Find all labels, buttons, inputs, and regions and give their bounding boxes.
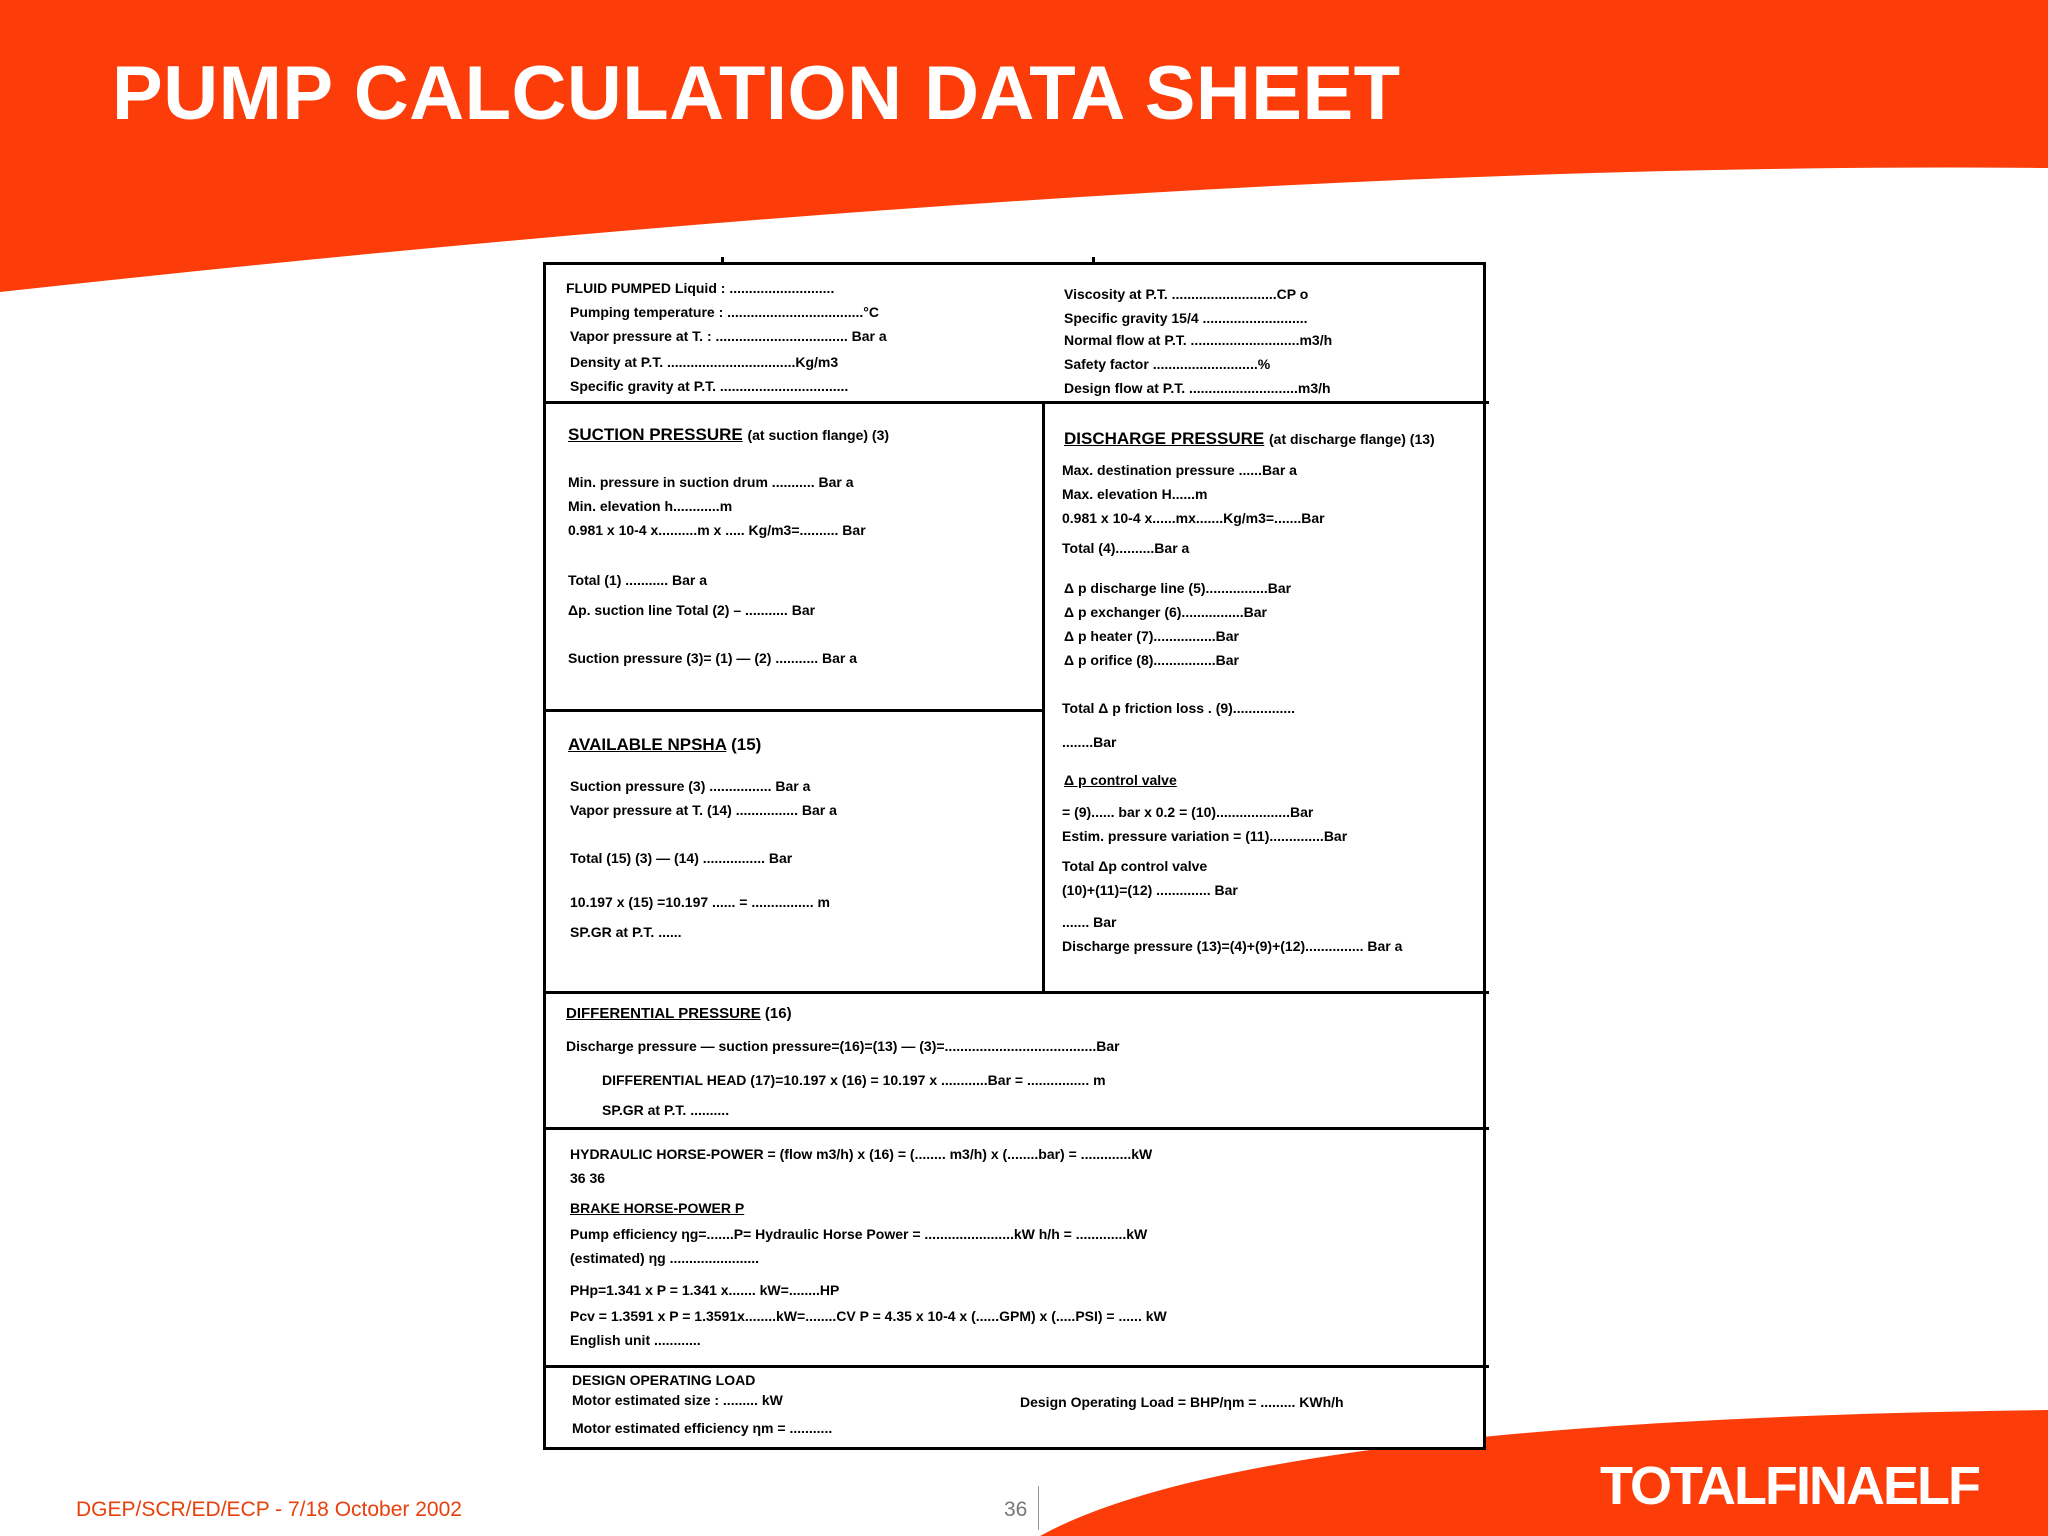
- power-line: 36 36: [570, 1170, 606, 1186]
- suction-heading: SUCTION PRESSURE (at suction flange) (3): [568, 425, 890, 444]
- divider: [546, 991, 1489, 994]
- footer-reference: DGEP/SCR/ED/ECP - 7/18 October 2002: [76, 1498, 462, 1521]
- discharge-line: Δ p discharge line (5)................Bar: [1064, 580, 1292, 596]
- fluid-line: Pumping temperature : ...................................°C: [570, 304, 879, 320]
- discharge-line: ........Bar: [1062, 734, 1117, 750]
- tick-mark: [721, 257, 724, 265]
- npsha-heading: AVAILABLE NPSHA (15): [568, 735, 762, 754]
- discharge-line: Δ p control valve: [1064, 772, 1177, 788]
- discharge-line: Total (4)..........Bar a: [1062, 540, 1190, 556]
- divider: [546, 401, 1489, 404]
- power-line: Pump efficiency ηg=.......P= Hydraulic Horse Power = .......................kW h/h = .............kW: [570, 1226, 1148, 1242]
- fluid-line: Specific gravity 15/4 ...........................: [1064, 310, 1308, 326]
- discharge-line: ....... Bar: [1062, 914, 1117, 930]
- fluid-line: Viscosity at P.T. ...........................CP o: [1064, 286, 1309, 302]
- suction-line: Min. pressure in suction drum ........... Bar a: [568, 474, 854, 490]
- company-logo: TOTALFINAELF: [1600, 1456, 1979, 1516]
- suction-line: Min. elevation h............m: [568, 498, 733, 514]
- differential-heading: DIFFERENTIAL PRESSURE (16): [566, 1005, 792, 1022]
- npsha-line: Suction pressure (3) ................ Bar a: [570, 778, 811, 794]
- differential-line: SP.GR at P.T. ..........: [602, 1102, 730, 1118]
- divider: [546, 709, 1042, 712]
- power-line: (estimated) ηg .......................: [570, 1250, 760, 1266]
- fluid-line: Design flow at P.T. ............................m3/h: [1064, 380, 1331, 396]
- discharge-line: Total Δp control valve: [1062, 858, 1208, 874]
- power-line: HYDRAULIC HORSE-POWER = (flow m3/h) x (16) = (........ m3/h) x (........bar) = .............kW: [570, 1146, 1153, 1162]
- fluid-line: Vapor pressure at T. : .................................. Bar a: [570, 328, 887, 344]
- discharge-line: Δ p exchanger (6)................Bar: [1064, 604, 1268, 620]
- differential-line: DIFFERENTIAL HEAD (17)=10.197 x (16) = 10.197 x ............Bar = ................ m: [602, 1072, 1106, 1088]
- fluid-line: FLUID PUMPED Liquid : ...........................: [566, 280, 835, 296]
- discharge-line: Δ p heater (7)................Bar: [1064, 628, 1239, 644]
- discharge-line: Max. destination pressure ......Bar a: [1062, 462, 1297, 478]
- discharge-line: Δ p orifice (8)................Bar: [1064, 652, 1239, 668]
- design-load-line: Motor estimated size : ......... kW: [572, 1392, 783, 1408]
- differential-line: Discharge pressure — suction pressure=(16)=(13) — (3)=.......................................Bar: [566, 1038, 1120, 1054]
- footer-divider: [1038, 1486, 1039, 1530]
- discharge-line: Estim. pressure variation = (11)..............Bar: [1062, 828, 1348, 844]
- discharge-line: Max. elevation H......m: [1062, 486, 1208, 502]
- design-load-line: Motor estimated efficiency ηm = ...........: [572, 1420, 833, 1436]
- discharge-line: Discharge pressure (13)=(4)+(9)+(12)............... Bar a: [1062, 938, 1403, 954]
- divider: [1042, 401, 1045, 991]
- fluid-line: Specific gravity at P.T. .................................: [570, 378, 849, 394]
- divider: [546, 1365, 1489, 1368]
- npsha-line: Vapor pressure at T. (14) ................ Bar a: [570, 802, 837, 818]
- suction-line: Suction pressure (3)= (1) — (2) ........... Bar a: [568, 650, 858, 666]
- data-sheet-form: [543, 262, 1486, 1450]
- discharge-line: Total Δ p friction loss . (9)................: [1062, 700, 1296, 716]
- divider: [546, 1127, 1489, 1130]
- discharge-line: = (9)...... bar x 0.2 = (10)...................Bar: [1062, 804, 1314, 820]
- suction-line: 0.981 x 10-4 x..........m x ..... Kg/m3=.......... Bar: [568, 522, 866, 538]
- suction-line: Total (1) ........... Bar a: [568, 572, 707, 588]
- power-line: English unit ............: [570, 1332, 701, 1348]
- suction-line: Δp. suction line Total (2) – ........... Bar: [568, 602, 816, 618]
- npsha-line: SP.GR at P.T. ......: [570, 924, 682, 940]
- npsha-line: Total (15) (3) — (14) ................ Bar: [570, 850, 793, 866]
- tick-mark: [1092, 257, 1095, 265]
- discharge-heading: DISCHARGE PRESSURE (at discharge flange) (13): [1064, 429, 1435, 448]
- discharge-line: 0.981 x 10-4 x......mx.......Kg/m3=.......Bar: [1062, 510, 1325, 526]
- discharge-line: (10)+(11)=(12) .............. Bar: [1062, 882, 1238, 898]
- power-line: BRAKE HORSE-POWER P: [570, 1200, 745, 1216]
- design-load-heading: DESIGN OPERATING LOAD: [572, 1372, 756, 1388]
- fluid-line: Density at P.T. .................................Kg/m3: [570, 354, 839, 370]
- page-number: 36: [1004, 1498, 1028, 1521]
- page-title: PUMP CALCULATION DATA SHEET: [112, 51, 1401, 136]
- npsha-line: 10.197 x (15) =10.197 ...... = ................ m: [570, 894, 830, 910]
- power-line: PHp=1.341 x P = 1.341 x....... kW=........HP: [570, 1282, 840, 1298]
- fluid-line: Normal flow at P.T. ............................m3/h: [1064, 332, 1333, 348]
- power-line: Pcv = 1.3591 x P = 1.3591x........kW=........CV P = 4.35 x 10-4 x (......GPM) x (.....PSI) = ...... kW: [570, 1308, 1167, 1324]
- fluid-line: Safety factor ...........................%: [1064, 356, 1271, 372]
- design-load-formula: Design Operating Load = BHP/ηm = ......... KWh/h: [1020, 1394, 1344, 1410]
